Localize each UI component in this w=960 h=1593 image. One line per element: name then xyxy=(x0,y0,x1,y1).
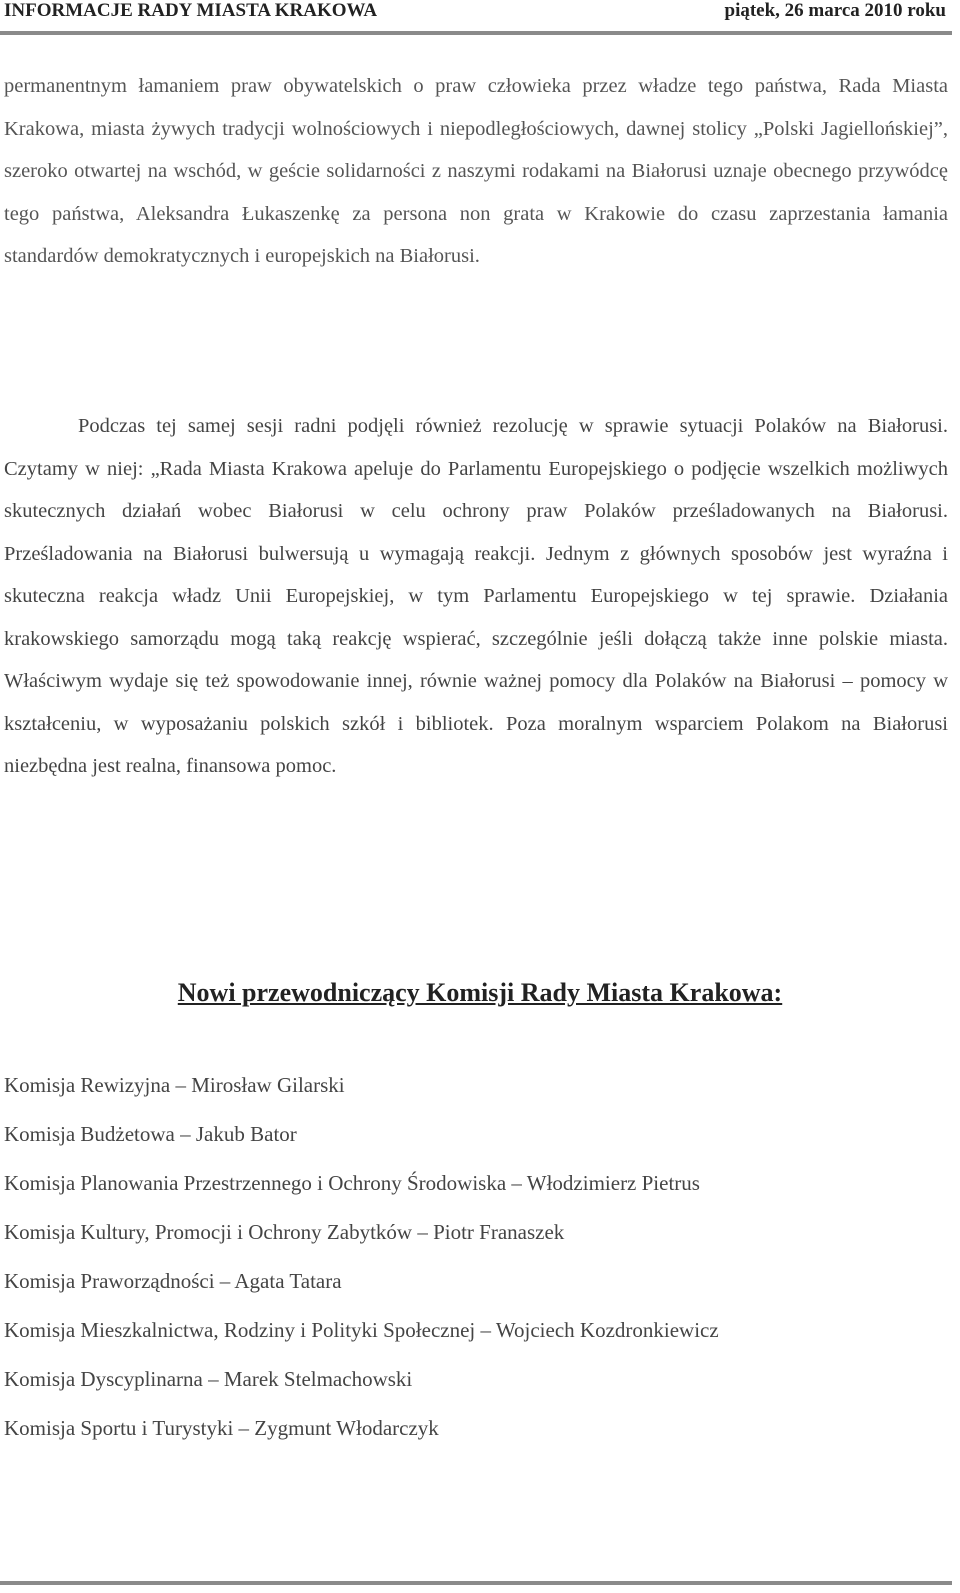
paragraph-2: Podczas tej samej sesji radni podjęli również rezolucję w sprawie sytuacji Polaków na Białorusi. Czytamy w niej: „Rada Miasta Krakowa apeluje do Parlamentu Europejskiego o podjęcie wszelkich możliwych skutecznych działań wobec Białorusi w celu ochrony praw Polaków prześladowanych na Białorusi. Prześladowania na Białorusi bulwersują u wymagają reakcji. Jednym z głównych sposobów jest wyraźna i skuteczna reakcja władz Unii Europejskiej, w tym Parlamentu Europejskiego w tej sprawie. Działania krakowskiego samorządu mogą taką reakcję wspierać, szczególnie jeśli dołączą także inne polskie miasta. Właściwym wydaje się też spowodowanie innej, równie ważnej pomocy dla Polaków na Białorusi – pomocy w kształceniu, w wyposażaniu polskich szkół i bibliotek. Poza moralnym wsparciem Polakom na Białorusi niezbędna jest realna, finansowa pomoc. xyxy=(4,415,948,777)
header-rule xyxy=(0,31,952,35)
footer-rule xyxy=(0,1581,952,1585)
committee-item: Komisja Budżetowa – Jakub Bator xyxy=(4,1122,297,1146)
committees-title: Nowi przewodniczący Komisji Rady Miasta Krakowa: xyxy=(177,978,783,1007)
paragraph-1: permanentnym łamaniem praw obywatelskich o praw człowieka przez władze tego państwa, Rada Miasta Krakowa, miasta żywych tradycji wolnościowych i niepodległościowych, dawnej stolicy „Polski Jagiellońskiej”, szeroko otwartej na wschód, w geście solidarności z naszymi rodakami na Białorusi uznaje obecnego przywódcę tego państwa, Aleksandra Łukaszenkę za persona non grata w Krakowie do czasu zaprzestania łamania standardów demokratycznych i europejskich na Białorusi. xyxy=(4,75,948,267)
page-header xyxy=(0,0,952,34)
committee-item: Komisja Praworządności – Agata Tatara xyxy=(4,1269,342,1293)
committee-item: Komisja Rewizyjna – Mirosław Gilarski xyxy=(4,1073,345,1097)
header-title: INFORMACJE RADY MIASTA KRAKOWA xyxy=(4,0,378,21)
committee-item: Komisja Planowania Przestrzennego i Ochrony Środowiska – Włodzimierz Pietrus xyxy=(4,1171,700,1195)
committee-item: Komisja Dyscyplinarna – Marek Stelmachowski xyxy=(4,1367,413,1391)
committee-item: Komisja Mieszkalnictwa, Rodziny i Polityki Społecznej – Wojciech Kozdronkiewicz xyxy=(4,1318,719,1342)
committee-item: Komisja Kultury, Promocji i Ochrony Zabytków – Piotr Franaszek xyxy=(4,1220,565,1244)
committee-list xyxy=(4,1064,948,1456)
header-date: piątek, 26 marca 2010 roku xyxy=(724,0,946,21)
committee-item: Komisja Sportu i Turystyki – Zygmunt Włodarczyk xyxy=(4,1416,439,1440)
